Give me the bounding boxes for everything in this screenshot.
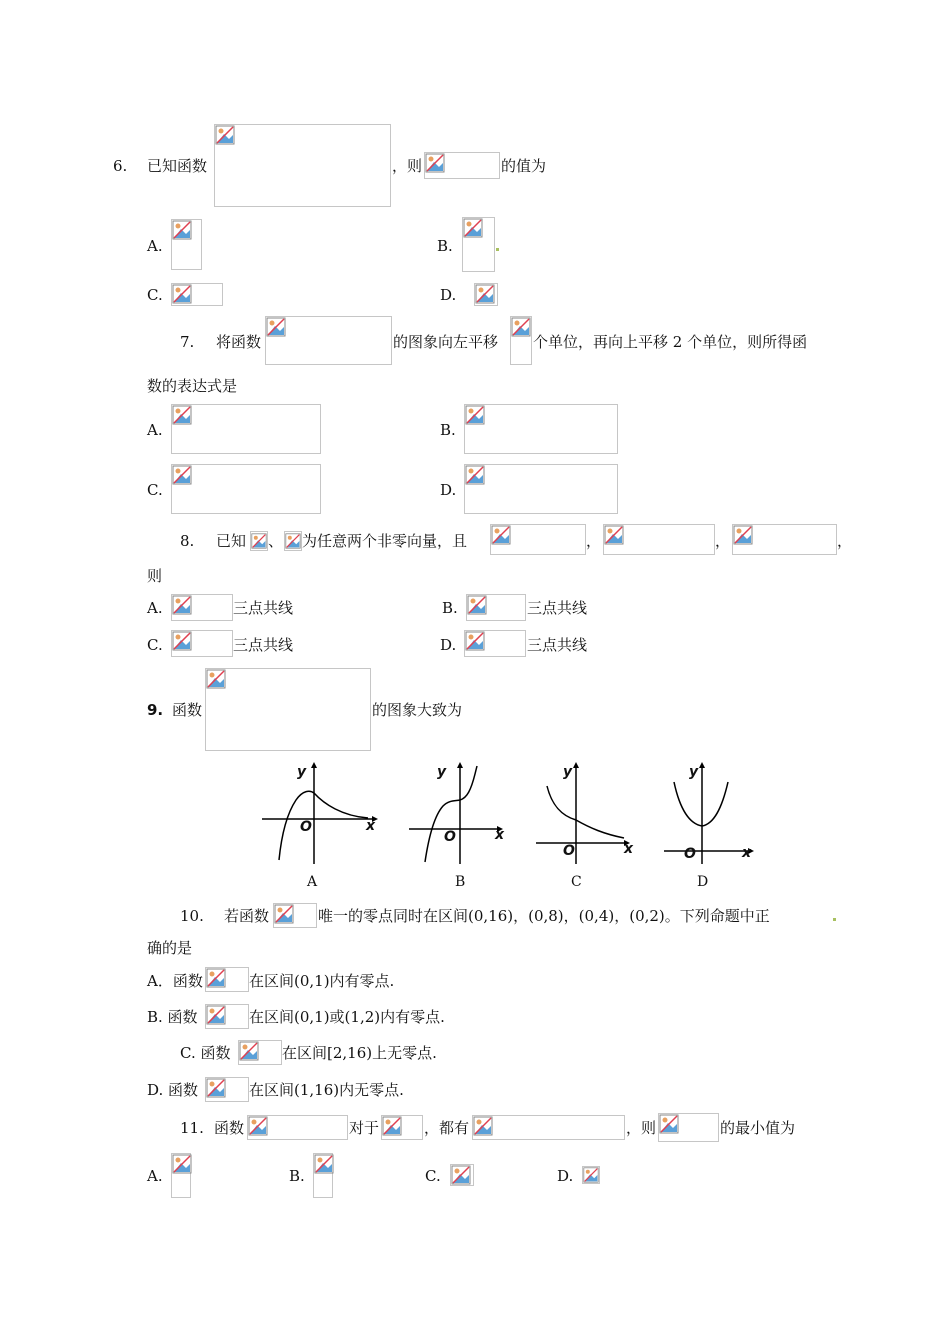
- broken-image-icon: [172, 284, 192, 304]
- q6-option-d-image: [474, 283, 498, 306]
- broken-image-icon: [659, 1114, 679, 1134]
- q8-option-b: B.: [442, 599, 458, 617]
- graph-c-x-label: x: [624, 841, 634, 857]
- broken-image-icon: [465, 465, 485, 485]
- graph-a-y-label: y: [297, 764, 307, 780]
- q10-option-c-text: 在区间[2,16)上无零点.: [282, 1044, 437, 1062]
- broken-image-icon: [285, 532, 301, 550]
- q9-text-graph: 的图象大致为: [372, 701, 463, 719]
- broken-image-icon: [206, 669, 226, 689]
- q11-option-b: B.: [289, 1167, 305, 1185]
- broken-image-icon: [463, 218, 483, 238]
- q10-option-d-text: 在区间(1,16)内无零点.: [249, 1081, 404, 1099]
- q11-text-have: ，都有: [424, 1119, 470, 1137]
- q11-text-then: ，则: [626, 1119, 657, 1137]
- q8-option-a: A.: [147, 599, 163, 617]
- broken-image-icon: [172, 595, 192, 615]
- graph-b-y-label: y: [437, 764, 447, 780]
- q10-number: 10.: [180, 907, 204, 925]
- q11-function-image: [247, 1115, 348, 1140]
- q7-text: 将函数: [216, 333, 262, 351]
- graph-b: [405, 760, 509, 866]
- q8-separator: 、: [268, 532, 284, 550]
- q10-text-zero: 唯一的零点同时在区间(0,16)，(0,8)，(0,4)，(0,2)。下列命题中正: [318, 907, 770, 925]
- q11-option-b-image: [313, 1153, 333, 1198]
- q8-text-condition: 为任意两个非零向量，且: [302, 532, 468, 550]
- broken-image-icon: [266, 317, 286, 337]
- q8-number: 8.: [180, 532, 195, 550]
- q8-option-a-image: [171, 594, 233, 621]
- graph-c-curve: [547, 786, 624, 838]
- broken-image-icon: [491, 525, 511, 545]
- q6-option-d: D.: [440, 286, 457, 304]
- q7-option-c: C.: [147, 481, 163, 499]
- q7-option-d-image: [464, 464, 618, 514]
- broken-image-icon: [172, 1154, 192, 1174]
- q6-number: 6.: [113, 157, 128, 175]
- q6-text-then: ，则: [392, 157, 423, 175]
- q10-option-b-text: 在区间(0,1)或(1,2)内有零点.: [249, 1008, 445, 1026]
- q11-option-d: D.: [557, 1167, 574, 1185]
- q6-function-image: [214, 124, 391, 207]
- graph-c: [534, 760, 638, 866]
- broken-image-icon: [475, 284, 495, 304]
- broken-image-icon: [251, 532, 267, 550]
- graph-a-curve: [279, 791, 368, 860]
- q10-option-b-image: [205, 1004, 249, 1029]
- q10-option-a: A．函数: [147, 972, 203, 990]
- q7-number: 7.: [180, 333, 195, 351]
- graph-a: [258, 760, 382, 866]
- broken-image-icon: [239, 1041, 259, 1061]
- q10-option-a-text: 在区间(0,1)内有零点.: [249, 972, 395, 990]
- q7-option-d: D.: [440, 481, 457, 499]
- q8-text: 已知: [216, 532, 247, 550]
- broken-image-icon: [511, 317, 531, 337]
- graph-b-curve: [425, 766, 477, 862]
- q8-vector-b-image: [284, 531, 302, 551]
- q6-text-value: 的值为: [501, 157, 547, 175]
- broken-image-icon: [465, 631, 485, 651]
- q10-text: 若函数: [224, 907, 270, 925]
- q8-comma-3: ，: [837, 532, 853, 550]
- graph-d-x-label: x: [742, 845, 752, 861]
- q10-option-c-image: [238, 1040, 282, 1065]
- q8-comma-2: ，: [715, 532, 731, 550]
- q7-text-expression: 数的表达式是: [147, 377, 238, 395]
- q6-option-a: A.: [147, 237, 163, 255]
- q10-option-a-image: [205, 967, 249, 992]
- broken-image-icon: [467, 595, 487, 615]
- q7-text-shift: 的图象向左平移: [393, 333, 499, 351]
- broken-image-icon: [172, 220, 192, 240]
- q8-option-d: D.: [440, 636, 457, 654]
- broken-image-icon: [733, 525, 753, 545]
- broken-image-icon: [473, 1116, 493, 1136]
- q11-option-a-image: [171, 1153, 191, 1198]
- q8-option-b-text: 三点共线: [527, 599, 588, 617]
- broken-image-icon: [206, 1078, 226, 1098]
- q10-option-c: C. 函数: [180, 1044, 231, 1062]
- q6-option-a-image: [171, 219, 202, 270]
- q10-text-correct: 确的是: [147, 939, 193, 957]
- graph-c-label: C: [571, 874, 582, 890]
- broken-image-icon: [172, 465, 192, 485]
- broken-image-icon: [451, 1165, 471, 1185]
- q11-expr-image: [658, 1113, 719, 1142]
- q6-option-c-image: [171, 283, 223, 306]
- q11-number: 11.: [180, 1119, 204, 1137]
- graph-b-label: B: [455, 874, 466, 890]
- broken-image-icon: [172, 631, 192, 651]
- broken-image-icon: [604, 525, 624, 545]
- q11-domain-image: [381, 1115, 423, 1140]
- marker-dot: [496, 248, 499, 251]
- q6-option-b: B.: [437, 237, 453, 255]
- graph-a-origin: O: [300, 819, 312, 835]
- q10-option-d-image: [205, 1077, 249, 1102]
- broken-image-icon: [583, 1167, 599, 1183]
- q11-text-for: 对于: [349, 1119, 380, 1137]
- broken-image-icon: [172, 405, 192, 425]
- broken-image-icon: [206, 1005, 226, 1025]
- broken-image-icon: [465, 405, 485, 425]
- q6-expr-image: [424, 152, 500, 179]
- q11-option-d-image: [582, 1166, 600, 1184]
- q7-option-b: B.: [440, 421, 456, 439]
- q8-option-c-text: 三点共线: [233, 636, 294, 654]
- q10-function-image: [273, 903, 317, 928]
- q8-ab-image: [490, 524, 586, 555]
- q8-text-then: 则: [147, 567, 163, 585]
- graph-a-label: A: [307, 874, 318, 890]
- graph-d-curve: [674, 782, 728, 826]
- graph-d-origin: O: [684, 846, 696, 862]
- marker-dot: [833, 918, 836, 921]
- q8-option-d-image: [464, 630, 526, 657]
- graph-c-origin: O: [563, 843, 575, 859]
- q7-option-b-image: [464, 404, 618, 454]
- q10-option-b: B. 函数: [147, 1008, 198, 1026]
- q11-text: 函数: [214, 1119, 245, 1137]
- q8-bc-image: [603, 524, 715, 555]
- broken-image-icon: [248, 1116, 268, 1136]
- q8-vector-a-image: [250, 531, 268, 551]
- q8-option-b-image: [466, 594, 526, 621]
- q7-shift-image: [510, 316, 532, 365]
- q6-text: 已知函数: [147, 157, 208, 175]
- q8-option-a-text: 三点共线: [233, 599, 294, 617]
- graph-c-y-label: y: [563, 764, 573, 780]
- q10-option-d: D. 函数: [147, 1081, 199, 1099]
- q8-cd-image: [732, 524, 837, 555]
- q11-option-c-image: [450, 1164, 474, 1186]
- q7-option-c-image: [171, 464, 321, 514]
- q11-inequality-image: [472, 1115, 625, 1140]
- q11-text-min: 的最小值为: [720, 1119, 796, 1137]
- q8-comma-1: ，: [586, 532, 602, 550]
- q7-text-units: 个单位，再向上平移 2 个单位，则所得函: [533, 333, 808, 351]
- q8-option-d-text: 三点共线: [527, 636, 588, 654]
- graph-a-x-label: x: [366, 818, 376, 834]
- broken-image-icon: [206, 968, 226, 988]
- q8-option-c: C.: [147, 636, 163, 654]
- q11-option-c: C.: [425, 1167, 441, 1185]
- graph-b-x-label: x: [495, 827, 505, 843]
- broken-image-icon: [274, 904, 294, 924]
- broken-image-icon: [425, 153, 445, 173]
- q9-text: 函数: [172, 701, 203, 719]
- broken-image-icon: [215, 125, 235, 145]
- broken-image-icon: [314, 1154, 334, 1174]
- graph-d-label: D: [697, 874, 709, 890]
- q6-option-b-image: [462, 217, 495, 272]
- q8-option-c-image: [171, 630, 233, 657]
- q11-option-a: A.: [147, 1167, 163, 1185]
- q9-function-image: [205, 668, 371, 751]
- graph-d-y-label: y: [689, 764, 699, 780]
- broken-image-icon: [382, 1116, 402, 1136]
- graph-b-origin: O: [444, 829, 456, 845]
- q9-number: 9.: [147, 701, 164, 719]
- q7-function-image: [265, 316, 392, 365]
- q6-option-c: C.: [147, 286, 163, 304]
- q7-option-a-image: [171, 404, 321, 454]
- q7-option-a: A.: [147, 421, 163, 439]
